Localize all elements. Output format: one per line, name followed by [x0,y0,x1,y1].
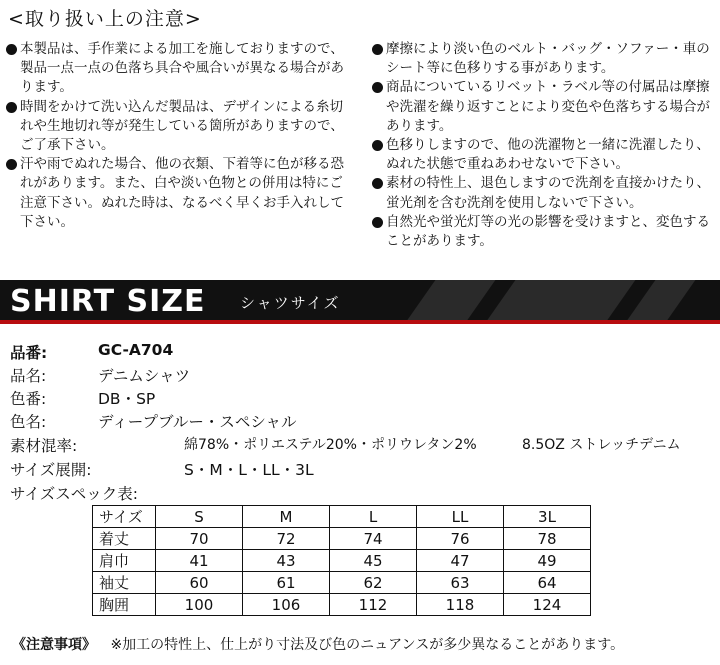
bullet-icon [6,102,17,113]
table-cell: 70 [156,528,243,550]
notice-item [6,98,356,156]
notice-item [372,136,712,174]
size-header: S [156,506,243,528]
notice-left-column [6,40,356,232]
spec-value: 綿78%・ポリエステル20%・ポリウレタン2% [184,437,477,453]
notice-text: 自然光や蛍光灯等の光の影響を受けますと、変色することがあります。 [386,213,710,250]
footnote [12,634,624,654]
notice-text: 本製品は、手作業による加工を施しておりますので、製品一点一点の色落ち具合や風合いが異なる場合があります。 [20,41,344,96]
table-row [93,528,591,550]
size-spec-table [92,505,591,616]
shirt-size-banner [0,280,720,324]
table-row [93,550,591,572]
notice-item [372,174,712,212]
table-cell: 41 [156,550,243,572]
notice-text: 摩擦により淡い色のベルト・バッグ・ソファー・車のシート等に色移りする事があります。 [386,41,710,77]
table-cell: 62 [330,572,417,594]
spec-label: 品番: [10,344,48,362]
table-cell: 61 [243,572,330,594]
spec-value: GC-A704 [98,341,174,359]
bullet-icon [372,140,383,151]
banner-red-line [0,320,720,324]
row-label: 袖丈 [93,572,156,594]
banner-stripe [405,280,496,324]
spec-label: 色名: [10,413,47,431]
notice-item [372,213,712,251]
spec-value: S・M・L・LL・3L [184,461,314,479]
banner-subtitle: シャツサイズ [240,294,341,312]
footnote-text: ※加工の特性上、仕上がり寸法及び色のニュアンスが多少異なることがあります。 [110,637,625,653]
notice-item [6,40,356,98]
table-cell: 64 [504,572,591,594]
table-row [93,594,591,616]
notice-text: 素材の特性上、退色しますので洗剤を直接かけたり、蛍光剤を含む洗剤を使用しないで下さい。 [386,175,710,211]
spec-value: デニムシャツ [98,367,191,385]
notice-item [372,40,712,78]
spec-label: 色番: [10,390,47,408]
spec-label: サイズ展開: [10,461,92,479]
table-cell: 76 [417,528,504,550]
banner-stripe [625,280,696,324]
spec-label: 品名: [10,367,47,385]
footnote-label: 《注意事項》 [12,637,96,653]
notice-item [372,78,712,136]
table-cell: 74 [330,528,417,550]
table-cell: 63 [417,572,504,594]
bullet-icon [372,82,383,93]
table-cell: 72 [243,528,330,550]
size-header: LL [417,506,504,528]
table-cell: 100 [156,594,243,616]
spec-value: ディープブルー・スペシャル [98,413,297,431]
table-row [93,572,591,594]
table-corner: サイズ [93,506,156,528]
row-label: 肩巾 [93,550,156,572]
table-cell: 60 [156,572,243,594]
notice-text: 汗や雨でぬれた場合、他の衣類、下着等に色が移る恐れがあります。また、白や淡い色物との併用は特にご注意下さい。ぬれた時は、なるべく早くお手入れして下さい。 [20,156,344,230]
notice-text: 商品についているリベット・ラベル等の付属品は摩擦や洗濯を繰り返すことにより変色や色落ちする場合があります。 [386,79,710,134]
size-header: L [330,506,417,528]
table-cell: 45 [330,550,417,572]
table-cell: 43 [243,550,330,572]
table-cell: 124 [504,594,591,616]
table-header-row [93,506,591,528]
bullet-icon [372,44,383,55]
banner-title: SHIRT SIZE [10,284,206,319]
bullet-icon [372,217,383,228]
banner-stripe [485,280,636,324]
row-label: 胸囲 [93,594,156,616]
spec-label: サイズスペック表: [10,485,138,503]
table-cell: 47 [417,550,504,572]
size-header: M [243,506,330,528]
table-cell: 49 [504,550,591,572]
row-label: 着丈 [93,528,156,550]
notice-text: 色移りしますので、他の洗濯物と一緒に洗濯したり、ぬれた状態で重ねあわせないで下さい。 [386,137,710,173]
bullet-icon [6,44,17,55]
notice-text: 時間をかけて洗い込んだ製品は、デザインによる糸切れや生地切れ等が発生している箇所がありますので、ご了承下さい。 [20,98,344,154]
bullet-icon [372,178,383,189]
table-cell: 118 [417,594,504,616]
bullet-icon [6,159,17,170]
notice-item [6,155,356,232]
notice-title: <取り扱い上の注意> [8,8,202,30]
table-cell: 106 [243,594,330,616]
size-header: 3L [504,506,591,528]
notice-right-column [372,40,712,251]
spec-value-extra: 8.5OZ ストレッチデニム [522,437,681,453]
table-cell: 112 [330,594,417,616]
table-cell: 78 [504,528,591,550]
spec-value: DB・SP [98,390,156,408]
spec-label: 素材混率: [10,437,78,455]
